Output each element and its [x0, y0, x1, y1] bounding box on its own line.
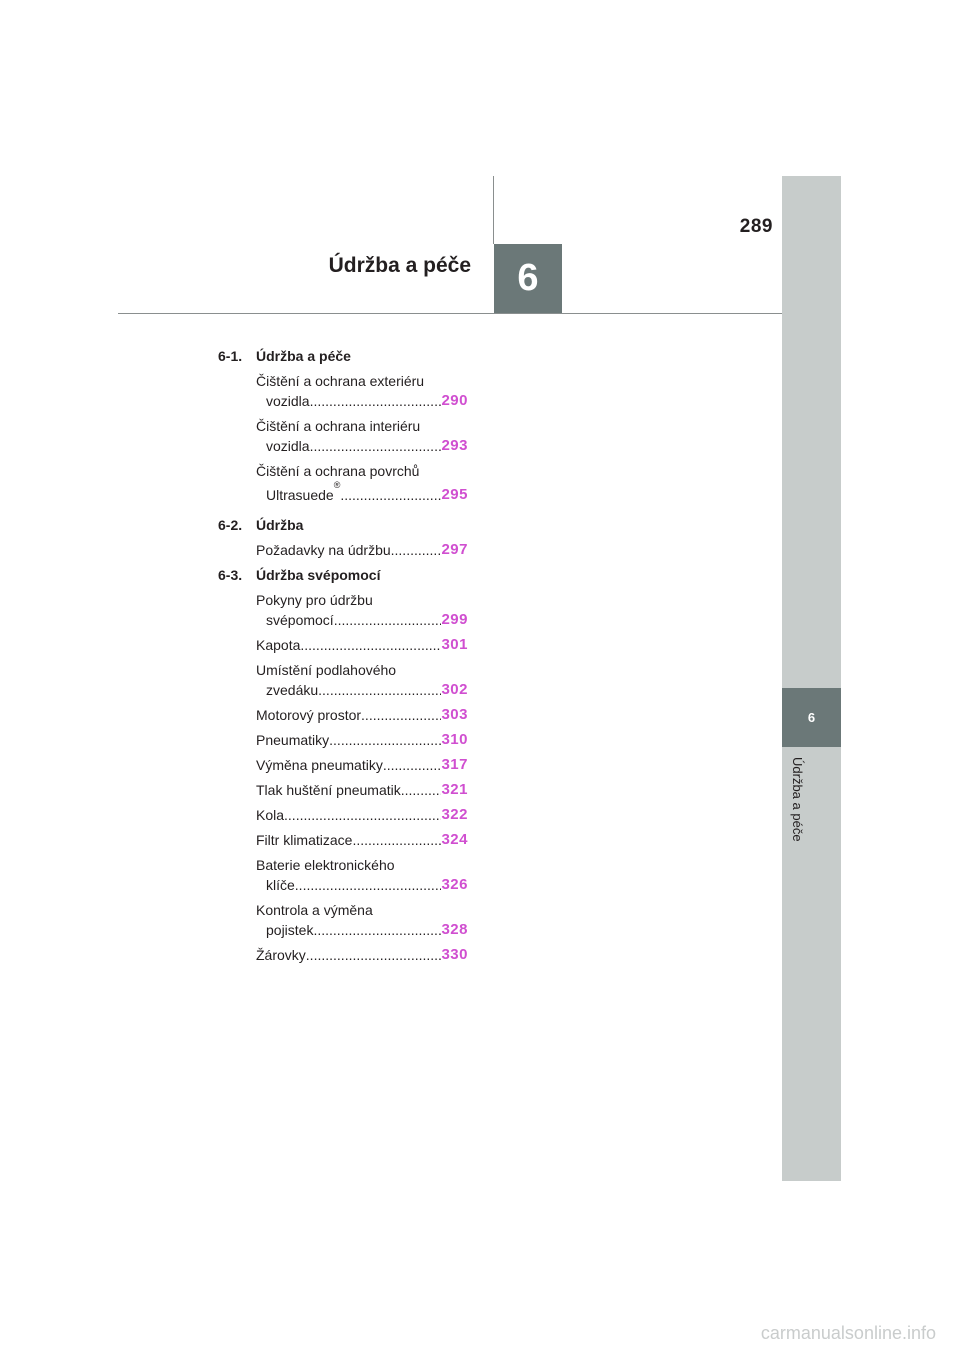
toc-section: [218, 515, 468, 535]
leader-dots: [310, 436, 442, 456]
page-link[interactable]: 301: [441, 636, 468, 653]
entry-text: Výměna pneumatiky: [256, 757, 383, 773]
entry-text: Pokyny pro údržbu: [256, 592, 373, 608]
page-link[interactable]: 295: [441, 486, 468, 503]
leader-dots: [313, 920, 441, 940]
toc-entry[interactable]: [256, 416, 468, 456]
section-number: 6-3.: [218, 567, 243, 583]
entry-text: Kola: [256, 807, 285, 823]
chapter-number-box: 6: [494, 244, 562, 313]
entry-text: Žárovky: [256, 947, 306, 963]
toc-section: [218, 565, 468, 585]
leader-dots: [300, 635, 441, 655]
page-link[interactable]: 330: [441, 946, 468, 963]
toc-entry[interactable]: [256, 830, 468, 850]
entry-text: klíče: [266, 877, 295, 893]
leader-dots: [306, 945, 442, 965]
entry-text: Čištění a ochrana interiéru: [256, 418, 421, 434]
page-link[interactable]: 322: [441, 806, 468, 823]
divider-vertical: [493, 176, 494, 244]
leader-dots: [383, 755, 442, 775]
chapter-title: Údržba a péče: [328, 254, 471, 277]
page-link[interactable]: 321: [441, 781, 468, 798]
leader-dots: [295, 875, 442, 895]
leader-dots: [401, 780, 442, 800]
toc-entry[interactable]: [256, 705, 468, 725]
section-title: Údržba: [256, 517, 304, 533]
page-link[interactable]: 297: [441, 541, 468, 558]
page-link[interactable]: 290: [441, 392, 468, 409]
leader-dots: [361, 705, 441, 725]
page-link[interactable]: 293: [441, 437, 468, 454]
entry-text: svépomocí: [266, 612, 334, 628]
toc-entry[interactable]: [256, 730, 468, 750]
leader-dots: [334, 610, 442, 630]
leader-dots: [310, 391, 442, 411]
leader-dots: [340, 485, 441, 505]
toc-entry[interactable]: [256, 855, 468, 895]
page-link[interactable]: 310: [441, 731, 468, 748]
page-link[interactable]: 317: [441, 756, 468, 773]
entry-text: Kapota: [256, 637, 301, 653]
page-link[interactable]: 303: [441, 706, 468, 723]
divider-horizontal: [118, 313, 782, 314]
page-link[interactable]: 299: [441, 611, 468, 628]
side-tab-number: 6: [782, 688, 841, 747]
page-link[interactable]: 324: [441, 831, 468, 848]
section-number: 6-2.: [218, 517, 243, 533]
toc-entry[interactable]: [256, 755, 468, 775]
page-link[interactable]: 326: [441, 876, 468, 893]
toc-section: [218, 346, 468, 366]
entry-text: Ultrasuede: [266, 487, 334, 503]
leader-dots: [318, 680, 441, 700]
entry-text: zvedáku: [266, 682, 319, 698]
side-tab-label: Údržba a péče: [790, 757, 805, 842]
table-of-contents: [218, 346, 468, 965]
section-title: Údržba a péče: [256, 348, 351, 364]
entry-text: Motorový prostor: [256, 707, 362, 723]
page-number: 289: [739, 216, 773, 237]
watermark: carmanualsonline.info: [760, 1323, 936, 1343]
entry-text: Požadavky na údržbu: [256, 542, 391, 558]
section-title: Údržba svépomocí: [256, 567, 381, 583]
leader-dots: [352, 830, 441, 850]
page-link[interactable]: 328: [441, 921, 468, 938]
toc-entry[interactable]: [256, 780, 468, 800]
leader-dots: [284, 805, 441, 825]
toc-entry[interactable]: [256, 371, 468, 411]
entry-text: vozidla: [266, 393, 310, 409]
leader-dots: [329, 730, 441, 750]
toc-entry[interactable]: [256, 900, 468, 940]
entry-text: Pneumatiky: [256, 732, 330, 748]
toc-entry[interactable]: [256, 540, 468, 560]
toc-entry[interactable]: [256, 660, 468, 700]
leader-dots: [391, 540, 442, 560]
entry-text: vozidla: [266, 438, 310, 454]
toc-entry[interactable]: [256, 805, 468, 825]
registered-mark: ®: [333, 480, 341, 490]
entry-text: Filtr klimatizace: [256, 832, 353, 848]
entry-text: Umístění podlahového: [256, 662, 397, 678]
side-strip: [782, 176, 841, 1181]
entry-text: pojistek: [266, 922, 314, 938]
section-number: 6-1.: [218, 348, 243, 364]
entry-text: Tlak huštění pneumatik: [256, 782, 401, 798]
toc-entry[interactable]: [256, 635, 468, 655]
entry-text: Kontrola a výměna: [256, 902, 373, 918]
entry-text: Čištění a ochrana povrchů: [256, 463, 420, 479]
toc-entry[interactable]: [256, 461, 468, 505]
entry-text: Čištění a ochrana exteriéru: [256, 373, 425, 389]
toc-entry[interactable]: [256, 945, 468, 965]
page-link[interactable]: 302: [441, 681, 468, 698]
entry-text: Baterie elektronického: [256, 857, 395, 873]
toc-entry[interactable]: [256, 590, 468, 630]
